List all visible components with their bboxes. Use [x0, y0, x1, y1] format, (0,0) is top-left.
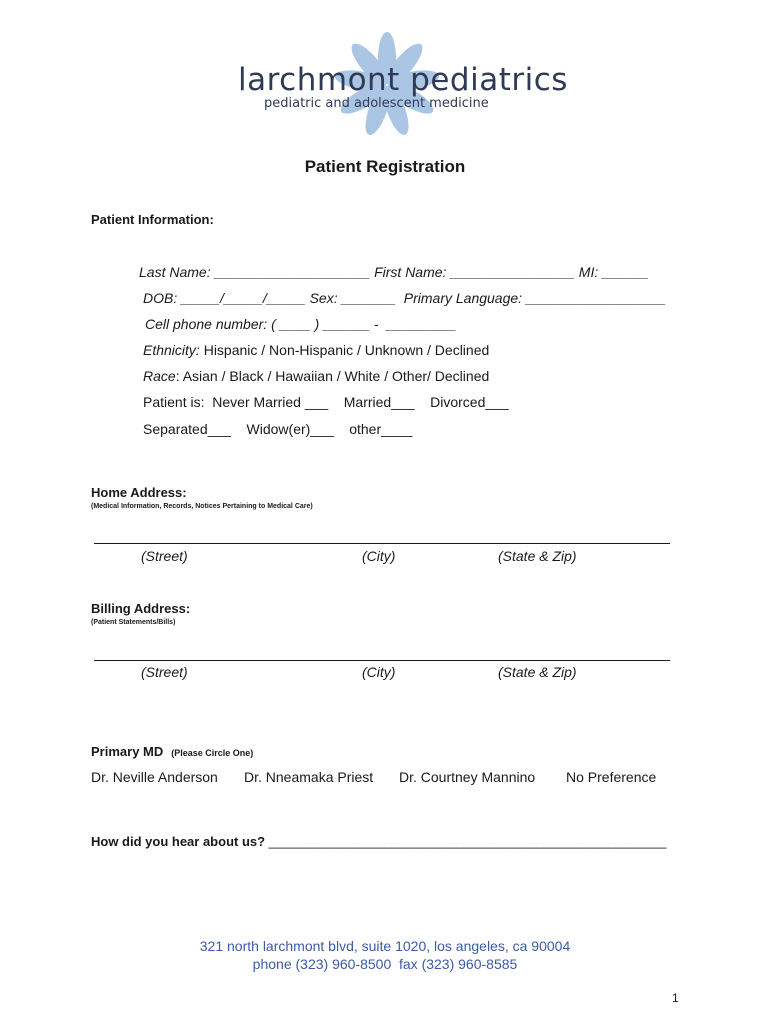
ethnicity-label: Ethnicity:	[143, 342, 200, 358]
home-address-note: (Medical Information, Records, Notices Pertaining to Medical Care)	[91, 503, 313, 510]
billing-address-note: (Patient Statements/Bills)	[91, 619, 176, 626]
home-state-zip-label: (State & Zip)	[498, 548, 577, 564]
billing-address-heading: Billing Address:	[91, 601, 191, 616]
billing-city-label: (City)	[362, 664, 396, 680]
page-number: 1	[672, 991, 679, 1005]
referral-line[interactable]	[91, 833, 666, 851]
md-option[interactable]: No Preference	[566, 769, 657, 785]
marital-status-line-2[interactable]: Separated___ Widow(er)___ other____	[143, 421, 413, 437]
billing-address-line[interactable]	[94, 660, 670, 661]
md-option[interactable]: Dr. Courtney Mannino	[399, 769, 536, 785]
cell-phone-line[interactable]: Cell phone number: ( ____ ) ______ - _________	[145, 316, 457, 332]
referral-blank[interactable]: _______________________________________________________	[268, 834, 667, 849]
home-street-label: (Street)	[141, 548, 188, 564]
footer-phone-fax: phone (323) 960-8500 fax (323) 960-8585	[252, 956, 518, 972]
referral-label: How did you hear about us?	[91, 834, 269, 849]
race-options[interactable]: : Asian / Black / Hawaiian / White / Other/ Declined	[175, 368, 490, 384]
primary-md-heading: Primary MD	[91, 744, 164, 759]
logo-tagline: pediatric and adolescent medicine	[264, 96, 489, 111]
md-option[interactable]: Dr. Nneamaka Priest	[244, 769, 374, 785]
footer-address: 321 north larchmont blvd, suite 1020, los angeles, ca 90004	[199, 938, 571, 954]
practice-logo	[232, 30, 568, 140]
ethnicity-line[interactable]	[143, 342, 489, 358]
marital-status-line-1[interactable]: Patient is: Never Married ___ Married___ Divorced___	[143, 394, 509, 410]
name-fields-line[interactable]: Last Name: ____________________ First Name: ________________ MI: ______	[139, 264, 649, 280]
md-option[interactable]: Dr. Neville Anderson	[91, 769, 218, 785]
home-address-heading: Home Address:	[91, 485, 187, 500]
race-label: Race	[143, 368, 176, 384]
home-city-label: (City)	[362, 548, 396, 564]
primary-md-heading-line	[91, 743, 253, 761]
billing-state-zip-label: (State & Zip)	[498, 664, 577, 680]
primary-md-note: (Please Circle One)	[171, 748, 254, 758]
page-title: Patient Registration	[304, 157, 466, 176]
ethnicity-options[interactable]: Hispanic / Non-Hispanic / Unknown / Declined	[199, 342, 490, 358]
logo-name: larchmont pediatrics	[238, 62, 568, 98]
home-address-line[interactable]	[94, 543, 670, 544]
patient-info-heading: Patient Information:	[91, 212, 214, 227]
billing-street-label: (Street)	[141, 664, 188, 680]
dob-sex-language-line[interactable]: DOB: _____/_____/_____ Sex: _______ Primary Language: __________________	[143, 290, 667, 306]
race-line[interactable]	[143, 368, 489, 384]
